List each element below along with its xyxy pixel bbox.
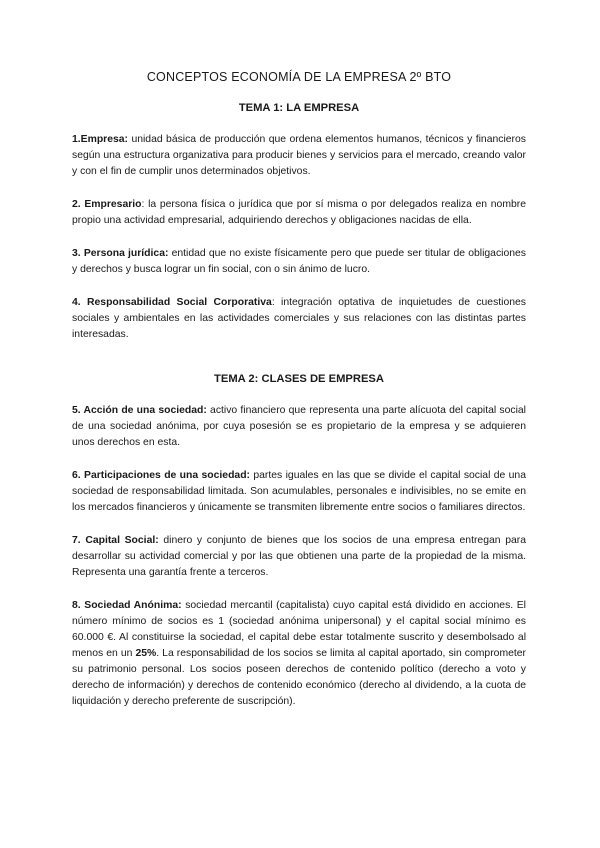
definition-text: : integración optativa de inquietudes de cuestiones sociales y ambientales en las actividades comerciales y sus relaciones con las distintas partes interesadas. [72,297,526,340]
document-page [72,70,526,727]
definition-capital-social [72,533,526,581]
section-title-tema-2: TEMA 2: CLASES DE EMPRESA [214,373,384,385]
definition-term: 4. Responsabilidad Social Corporativa [72,297,272,308]
definition-text: . La responsabilidad de los socios se limita al capital aportado, sin comprometer su patrimonio personal. Los socios poseen derechos de contenido político (derecho a voto y derecho de información) y derechos de contenido económico (derecho al dividendo, a la cuota de liquidación y derecho preferente de suscripción). [72,648,527,707]
definition-term: 1.Empresa: [72,134,129,145]
definition-text: entidad que no existe físicamente pero que puede ser titular de obligaciones y derechos y busca lograr un fin social, con o sin ánimo de lucro. [72,248,526,275]
definition-empresa [72,132,526,180]
definition-accion [72,403,526,451]
definition-text: partes iguales en las que se divide el capital social de una sociedad de responsabilidad limitada. Son acumulables, personales e indivisibles, no se emite en los mercados financieros y únicamente se transmiten libremente entre socios o familiares directos. [72,470,526,513]
definition-rsc [72,295,526,343]
definition-term: 8. Sociedad Anónima: [72,600,182,611]
definition-term: 2. Empresario [72,199,142,210]
definition-text: activo financiero que representa una parte alícuota del capital social de una sociedad anónima, por cuya posesión se es propietario de la empresa y se adquieren unos derechos en esta. [72,405,526,448]
definition-sociedad-anonima [72,598,526,710]
definition-text: dinero y conjunto de bienes que los socios de una empresa entregan para desarrollar su actividad comercial y por las que obtienen una parte de la propiedad de la misma. Representa una garantía frente a terceros. [72,535,527,578]
definition-term: 6. Participaciones de una sociedad: [72,470,251,481]
document-title: CONCEPTOS ECONOMÍA DE LA EMPRESA 2º BTO [146,70,452,84]
definition-persona-juridica [72,246,526,278]
definition-term: 5. Acción de una sociedad: [72,405,207,416]
definition-term: 7. Capital Social: [72,535,159,546]
definition-term: 3. Persona jurídica: [72,248,169,259]
percentage-emphasis: 25% [135,648,157,659]
definition-empresario [72,197,526,229]
section-title-tema-1: TEMA 1: LA EMPRESA [238,102,360,114]
definition-text: : la persona física o jurídica que por sí misma o por delegados realiza en nombre propio una actividad empresarial, adquiriendo derechos y obligaciones nacidas de ella. [72,199,527,226]
definition-text: unidad básica de producción que ordena elementos humanos, técnicos y financieros según una estructura organizativa para producir bienes y servicios para el mercado, creando valor y con el fin de cumplir unos determinados objetivos. [72,134,526,177]
definition-text: sociedad mercantil (capitalista) cuyo capital está dividido en acciones. El número mínimo de socios es 1 (sociedad anónima unipersonal) y el capital social mínimo es 60.000 €. Al constituirse la sociedad, el capital debe estar totalmente suscrito y desembolsado al menos en un [72,600,526,659]
definition-participaciones [72,468,526,516]
